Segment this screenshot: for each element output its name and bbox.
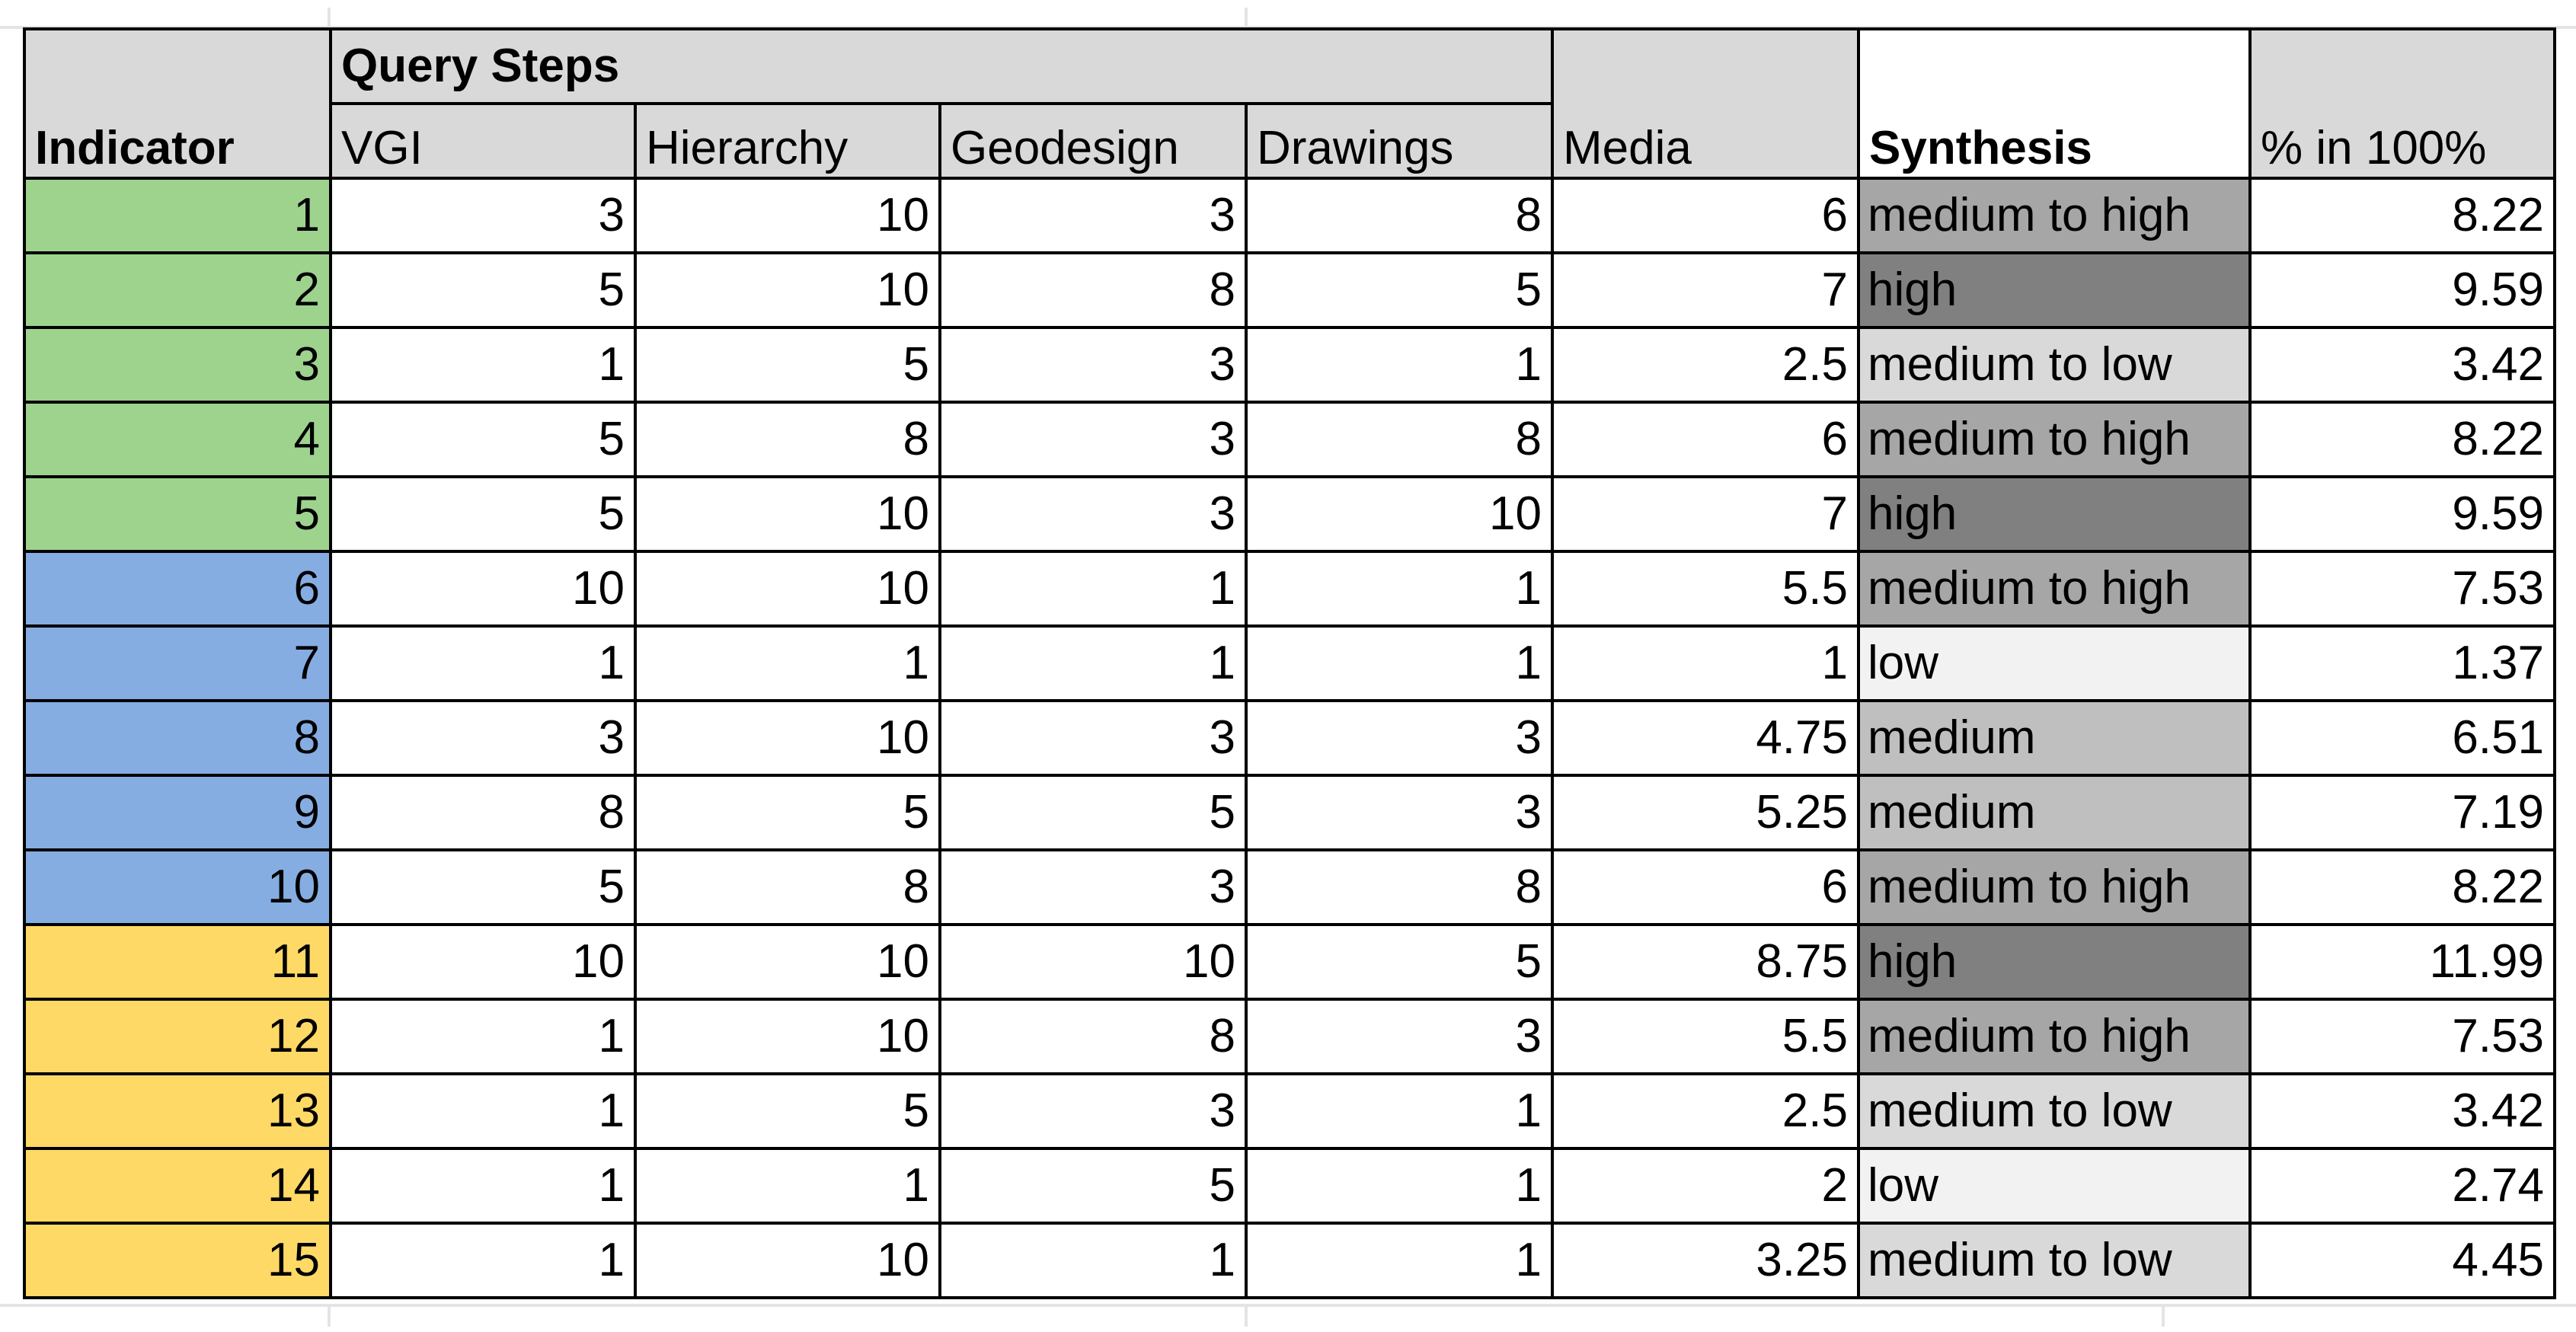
hierarchy-cell[interactable]: 10 — [635, 701, 940, 775]
geodesign-cell[interactable]: 3 — [940, 1074, 1246, 1148]
geodesign-cell[interactable]: 3 — [940, 327, 1246, 402]
hierarchy-cell[interactable]: 10 — [635, 925, 940, 999]
indicator-cell[interactable]: 8 — [24, 701, 331, 775]
media-cell[interactable]: 7 — [1552, 253, 1858, 327]
gridline-vertical — [1245, 1304, 1248, 1327]
vgi-cell[interactable]: 1 — [331, 626, 635, 701]
percent-cell[interactable]: 3.42 — [2250, 1074, 2555, 1148]
media-cell[interactable]: 2.5 — [1552, 327, 1858, 402]
media-cell[interactable]: 2 — [1552, 1148, 1858, 1223]
indicator-cell[interactable]: 1 — [24, 178, 331, 253]
indicator-cell[interactable]: 11 — [24, 925, 331, 999]
indicator-table — [23, 27, 2556, 1299]
percent-cell[interactable]: 8.22 — [2250, 850, 2555, 925]
media-cell[interactable]: 5.5 — [1552, 999, 1858, 1074]
percent-cell[interactable]: 7.53 — [2250, 999, 2555, 1074]
drawings-cell[interactable]: 8 — [1246, 850, 1552, 925]
geodesign-cell[interactable]: 3 — [940, 701, 1246, 775]
geodesign-cell[interactable]: 1 — [940, 626, 1246, 701]
media-cell[interactable]: 6 — [1552, 402, 1858, 477]
synthesis-cell[interactable]: medium to high — [1858, 402, 2250, 477]
indicator-cell[interactable]: 7 — [24, 626, 331, 701]
geodesign-cell[interactable]: 8 — [940, 253, 1246, 327]
geodesign-cell[interactable]: 5 — [940, 775, 1246, 850]
media-cell[interactable]: 3.25 — [1552, 1223, 1858, 1298]
hierarchy-cell[interactable]: 10 — [635, 551, 940, 626]
vgi-cell[interactable]: 3 — [331, 701, 635, 775]
synthesis-cell[interactable]: medium — [1858, 775, 2250, 850]
hierarchy-cell[interactable]: 5 — [635, 775, 940, 850]
hierarchy-cell[interactable]: 10 — [635, 999, 940, 1074]
indicator-cell[interactable]: 5 — [24, 477, 331, 551]
media-cell[interactable]: 1 — [1552, 626, 1858, 701]
table-row — [24, 477, 2555, 551]
synthesis-cell[interactable]: medium to high — [1858, 999, 2250, 1074]
synthesis-cell[interactable]: high — [1858, 477, 2250, 551]
header-geodesign[interactable]: Geodesign — [940, 104, 1246, 178]
geodesign-cell[interactable]: 3 — [940, 477, 1246, 551]
drawings-cell[interactable]: 1 — [1246, 626, 1552, 701]
table-row — [24, 1223, 2555, 1298]
hierarchy-cell[interactable]: 1 — [635, 626, 940, 701]
media-cell[interactable]: 6 — [1552, 178, 1858, 253]
geodesign-cell[interactable]: 8 — [940, 999, 1246, 1074]
synthesis-cell[interactable]: medium to high — [1858, 850, 2250, 925]
synthesis-cell[interactable]: low — [1858, 626, 2250, 701]
table-row — [24, 253, 2555, 327]
hierarchy-cell[interactable]: 8 — [635, 850, 940, 925]
percent-cell[interactable]: 7.53 — [2250, 551, 2555, 626]
vgi-cell[interactable]: 5 — [331, 253, 635, 327]
table-row — [24, 999, 2555, 1074]
percent-cell[interactable]: 2.74 — [2250, 1148, 2555, 1223]
geodesign-cell[interactable]: 5 — [940, 1148, 1246, 1223]
gridline-vertical — [2162, 1304, 2165, 1327]
indicator-cell[interactable]: 4 — [24, 402, 331, 477]
gridline-vertical — [328, 1304, 331, 1327]
table-row — [24, 402, 2555, 477]
table-row — [24, 701, 2555, 775]
vgi-cell[interactable]: 8 — [331, 775, 635, 850]
drawings-cell[interactable]: 8 — [1246, 178, 1552, 253]
drawings-cell[interactable]: 1 — [1246, 327, 1552, 402]
drawings-cell[interactable]: 3 — [1246, 701, 1552, 775]
synthesis-cell[interactable]: high — [1858, 925, 2250, 999]
vgi-cell[interactable]: 10 — [331, 551, 635, 626]
synthesis-cell[interactable]: high — [1858, 253, 2250, 327]
indicator-cell[interactable]: 15 — [24, 1223, 331, 1298]
synthesis-cell[interactable]: medium — [1858, 701, 2250, 775]
drawings-cell[interactable]: 1 — [1246, 1223, 1552, 1298]
indicator-cell[interactable]: 9 — [24, 775, 331, 850]
drawings-cell[interactable]: 8 — [1246, 402, 1552, 477]
synthesis-cell[interactable]: medium to high — [1858, 551, 2250, 626]
hierarchy-cell[interactable]: 8 — [635, 402, 940, 477]
synthesis-cell[interactable]: medium to low — [1858, 1074, 2250, 1148]
vgi-cell[interactable]: 5 — [331, 402, 635, 477]
header-media[interactable]: Media — [1552, 29, 1858, 178]
table-row — [24, 327, 2555, 402]
table-row — [24, 1074, 2555, 1148]
geodesign-cell[interactable]: 1 — [940, 551, 1246, 626]
media-cell[interactable]: 6 — [1552, 850, 1858, 925]
drawings-cell[interactable]: 5 — [1246, 925, 1552, 999]
media-cell[interactable]: 7 — [1552, 477, 1858, 551]
synthesis-cell[interactable]: medium to low — [1858, 1223, 2250, 1298]
percent-cell[interactable]: 9.59 — [2250, 477, 2555, 551]
percent-cell[interactable]: 1.37 — [2250, 626, 2555, 701]
header-query-steps[interactable]: Query Steps — [331, 29, 1552, 104]
table-row — [24, 626, 2555, 701]
hierarchy-cell[interactable]: 10 — [635, 178, 940, 253]
media-cell[interactable]: 5.25 — [1552, 775, 1858, 850]
hierarchy-cell[interactable]: 5 — [635, 1074, 940, 1148]
hierarchy-cell[interactable]: 10 — [635, 477, 940, 551]
header-vgi[interactable]: VGI — [331, 104, 635, 178]
media-cell[interactable]: 5.5 — [1552, 551, 1858, 626]
media-cell[interactable]: 2.5 — [1552, 1074, 1858, 1148]
drawings-cell[interactable]: 1 — [1246, 551, 1552, 626]
synthesis-cell[interactable]: low — [1858, 1148, 2250, 1223]
gridline-vertical — [1245, 8, 1248, 27]
vgi-cell[interactable]: 1 — [331, 327, 635, 402]
indicator-cell[interactable]: 12 — [24, 999, 331, 1074]
vgi-cell[interactable]: 10 — [331, 925, 635, 999]
percent-cell[interactable]: 8.22 — [2250, 402, 2555, 477]
geodesign-cell[interactable]: 3 — [940, 178, 1246, 253]
header-indicator[interactable]: Indicator — [24, 29, 331, 178]
synthesis-cell[interactable]: medium to low — [1858, 327, 2250, 402]
indicator-cell[interactable]: 2 — [24, 253, 331, 327]
header-hierarchy[interactable]: Hierarchy — [635, 104, 940, 178]
percent-cell[interactable]: 6.51 — [2250, 701, 2555, 775]
vgi-cell[interactable]: 5 — [331, 477, 635, 551]
hierarchy-cell[interactable]: 10 — [635, 1223, 940, 1298]
indicator-cell[interactable]: 14 — [24, 1148, 331, 1223]
percent-cell[interactable]: 9.59 — [2250, 253, 2555, 327]
table-row — [24, 551, 2555, 626]
indicator-cell[interactable]: 6 — [24, 551, 331, 626]
percent-cell[interactable]: 3.42 — [2250, 327, 2555, 402]
geodesign-cell[interactable]: 3 — [940, 402, 1246, 477]
table-body — [24, 178, 2555, 1298]
vgi-cell[interactable]: 1 — [331, 1223, 635, 1298]
synthesis-cell[interactable]: medium to high — [1858, 178, 2250, 253]
table-row — [24, 925, 2555, 999]
geodesign-cell[interactable]: 1 — [940, 1223, 1246, 1298]
table-row — [24, 775, 2555, 850]
table-row — [24, 178, 2555, 253]
drawings-cell[interactable]: 3 — [1246, 999, 1552, 1074]
vgi-cell[interactable]: 1 — [331, 1074, 635, 1148]
indicator-cell[interactable]: 13 — [24, 1074, 331, 1148]
percent-cell[interactable]: 8.22 — [2250, 178, 2555, 253]
media-cell[interactable]: 8.75 — [1552, 925, 1858, 999]
header-percent[interactable]: % in 100% — [2250, 29, 2555, 178]
vgi-cell[interactable]: 1 — [331, 1148, 635, 1223]
hierarchy-cell[interactable]: 1 — [635, 1148, 940, 1223]
percent-cell[interactable]: 4.45 — [2250, 1223, 2555, 1298]
header-synthesis[interactable]: Synthesis — [1858, 29, 2250, 178]
header-drawings[interactable]: Drawings — [1246, 104, 1552, 178]
table-row — [24, 1148, 2555, 1223]
hierarchy-cell[interactable]: 5 — [635, 327, 940, 402]
drawings-cell[interactable]: 10 — [1246, 477, 1552, 551]
vgi-cell[interactable]: 5 — [331, 850, 635, 925]
drawings-cell[interactable]: 1 — [1246, 1074, 1552, 1148]
drawings-cell[interactable]: 1 — [1246, 1148, 1552, 1223]
gridline-vertical — [328, 8, 331, 27]
drawings-cell[interactable]: 5 — [1246, 253, 1552, 327]
indicator-cell[interactable]: 10 — [24, 850, 331, 925]
gridline-bottom — [0, 1304, 2576, 1307]
percent-cell[interactable]: 11.99 — [2250, 925, 2555, 999]
geodesign-cell[interactable]: 3 — [940, 850, 1246, 925]
hierarchy-cell[interactable]: 10 — [635, 253, 940, 327]
media-cell[interactable]: 4.75 — [1552, 701, 1858, 775]
drawings-cell[interactable]: 3 — [1246, 775, 1552, 850]
table-row — [24, 850, 2555, 925]
percent-cell[interactable]: 7.19 — [2250, 775, 2555, 850]
indicator-cell[interactable]: 3 — [24, 327, 331, 402]
geodesign-cell[interactable]: 10 — [940, 925, 1246, 999]
vgi-cell[interactable]: 3 — [331, 178, 635, 253]
vgi-cell[interactable]: 1 — [331, 999, 635, 1074]
